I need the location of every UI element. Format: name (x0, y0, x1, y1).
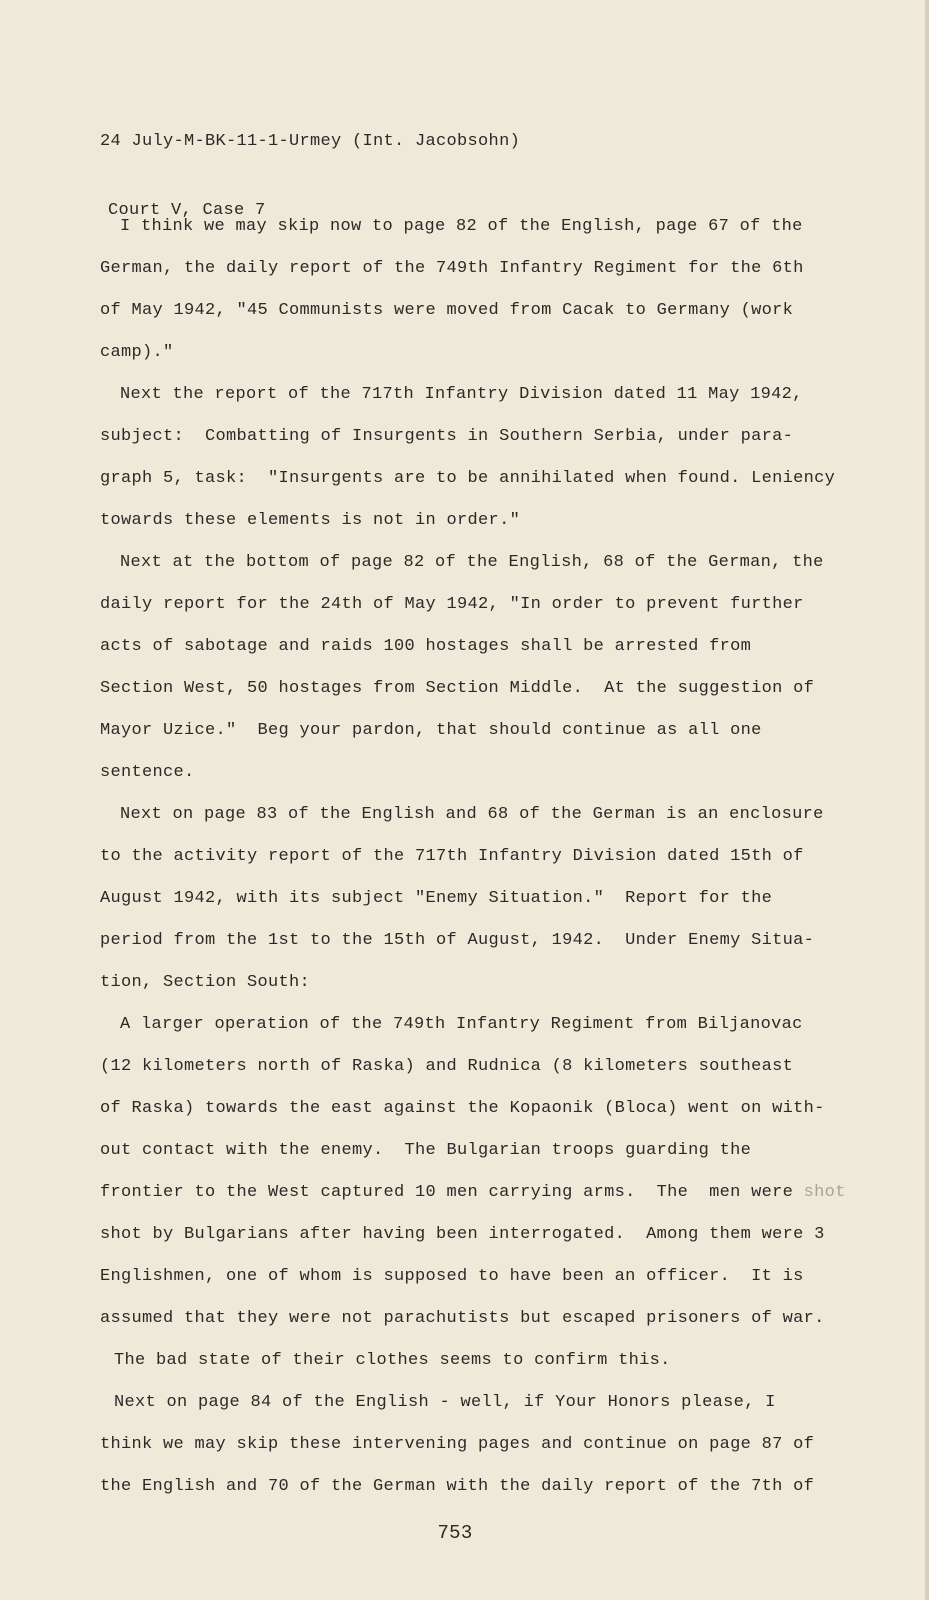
text-line: A larger operation of the 749th Infantry Regiment from Biljanovac (120, 1015, 803, 1034)
text-line: subject: Combatting of Insurgents in Southern Serbia, under para- (100, 427, 794, 446)
text-line: Next on page 84 of the English - well, if Your Honors please, I (114, 1393, 776, 1412)
text-line: The bad state of their clothes seems to confirm this. (114, 1351, 671, 1370)
text-line: Mayor Uzice." Beg your pardon, that should continue as all one (100, 721, 762, 740)
faint-overstrike-word: shot (803, 1183, 846, 1202)
text-line: Section West, 50 hostages from Section Middle. At the suggestion of (100, 679, 815, 698)
page-number: 753 (437, 1522, 473, 1544)
text-line: daily report for the 24th of May 1942, "In order to prevent further (100, 595, 804, 614)
text-line: shot by Bulgarians after having been interrogated. Among them were 3 (100, 1225, 825, 1244)
text-line: August 1942, with its subject "Enemy Situation." Report for the (100, 889, 773, 908)
text-line: Englishmen, one of whom is supposed to have been an officer. It is (100, 1267, 804, 1286)
text-line: Next at the bottom of page 82 of the English, 68 of the German, the (120, 553, 824, 572)
text-line: period from the 1st to the 15th of August, 1942. Under Enemy Situa- (100, 931, 815, 950)
text-line: towards these elements is not in order." (100, 511, 521, 530)
text-line: assumed that they were not parachutists but escaped prisoners of war. (100, 1309, 825, 1328)
text-line: German, the daily report of the 749th Infantry Regiment for the 6th (100, 259, 804, 278)
text-line (100, 1172, 846, 1214)
header-court-case: Court V, Case 7 (108, 201, 266, 220)
text-line: camp)." (100, 343, 174, 362)
text-line: of May 1942, "45 Communists were moved from Cacak to Germany (work (100, 301, 794, 320)
text-line: sentence. (100, 763, 195, 782)
document-body (100, 206, 846, 1508)
text-line: the English and 70 of the German with the daily report of the 7th of (100, 1477, 815, 1496)
text-line: out contact with the enemy. The Bulgarian troops guarding the (100, 1141, 752, 1160)
text-line: of Raska) towards the east against the Kopaonik (Bloca) went on with- (100, 1099, 825, 1118)
text-line: I think we may skip now to page 82 of the English, page 67 of the (120, 217, 803, 236)
text-line: Next on page 83 of the English and 68 of the German is an enclosure (120, 805, 824, 824)
header-reference: 24 July-M-BK-11-1-Urmey (Int. Jacobsohn) (100, 132, 521, 151)
text-line: tion, Section South: (100, 973, 311, 992)
text-line-main: frontier to the West captured 10 men carrying arms. The men were (100, 1183, 794, 1202)
text-line: (12 kilometers north of Raska) and Rudnica (8 kilometers southeast (100, 1057, 794, 1076)
text-line: to the activity report of the 717th Infantry Division dated 15th of (100, 847, 804, 866)
text-line: think we may skip these intervening pages and continue on page 87 of (100, 1435, 815, 1454)
text-line: acts of sabotage and raids 100 hostages shall be arrested from (100, 637, 752, 656)
text-line: graph 5, task: "Insurgents are to be annihilated when found. Leniency (100, 469, 836, 488)
text-line: Next the report of the 717th Infantry Division dated 11 May 1942, (120, 385, 803, 404)
